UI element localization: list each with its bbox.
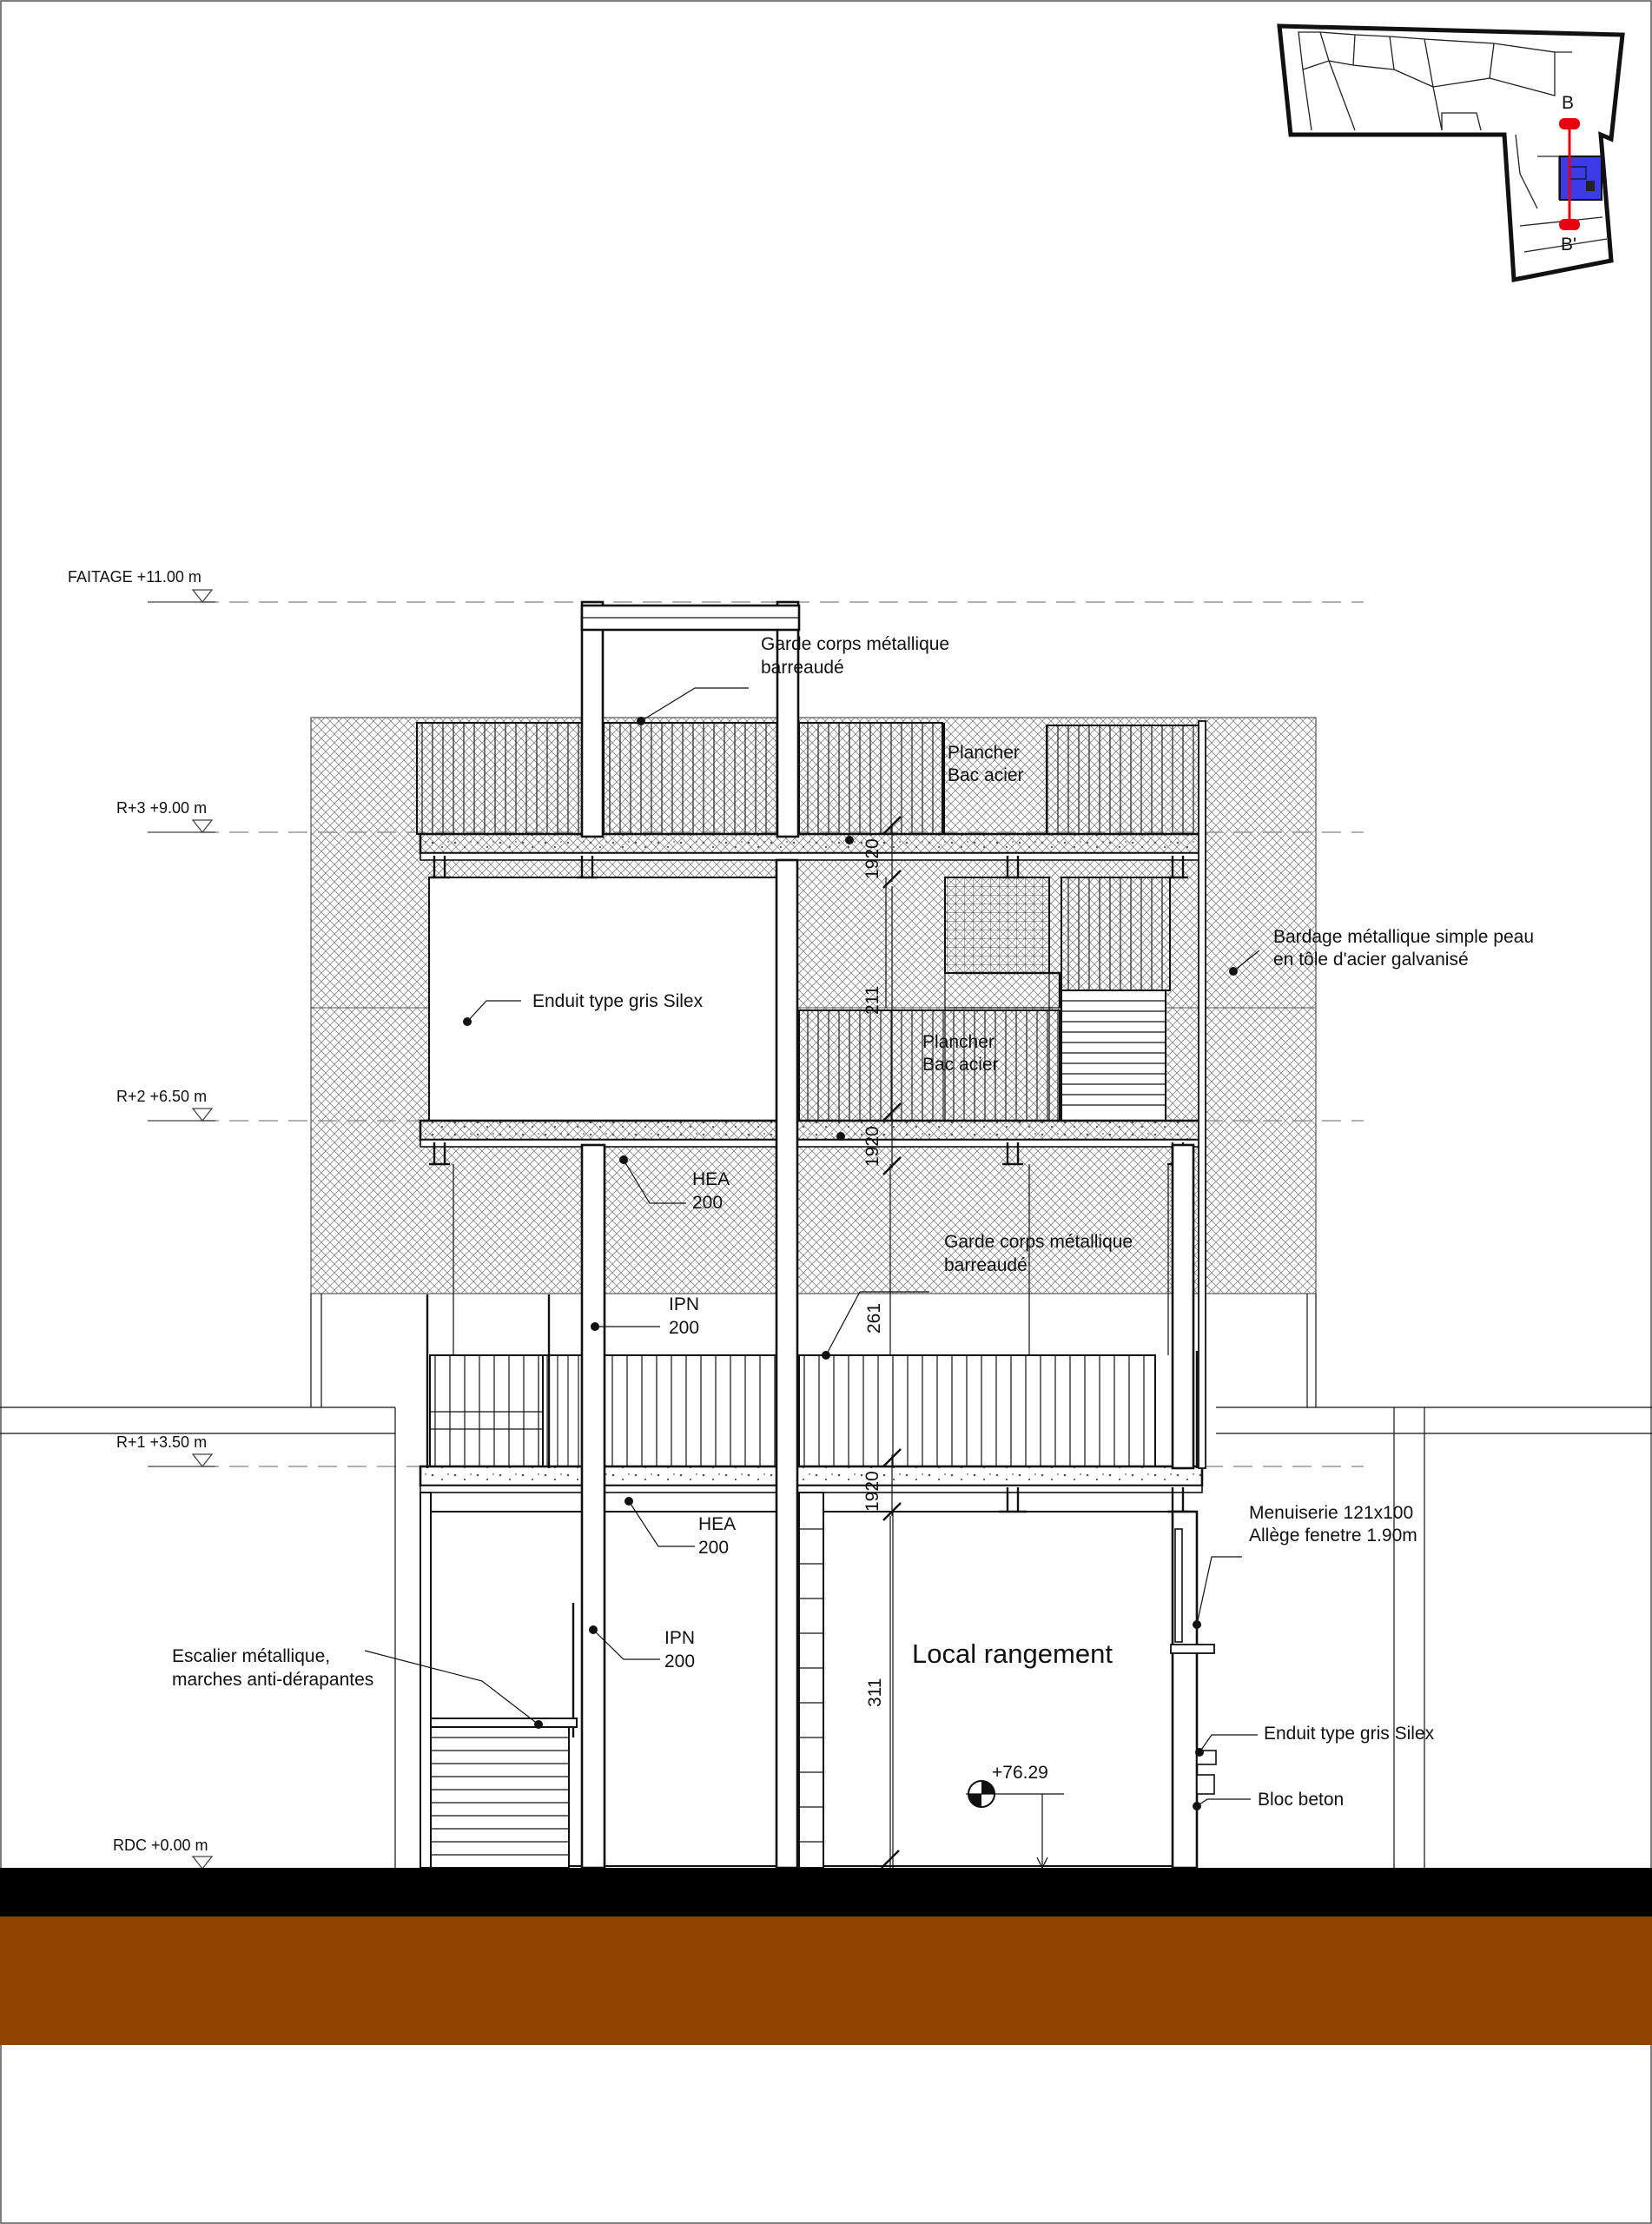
- label-ipn-lower-l2: 200: [664, 1651, 696, 1671]
- label-escalier-l1: Escalier métallique,: [172, 1646, 331, 1666]
- label-plancher-r2-l2: Bac acier: [922, 1055, 999, 1075]
- dim-r1-1920: 1920: [862, 1471, 882, 1512]
- section-marker-bottom: [1559, 219, 1580, 230]
- dim-261: 261: [864, 1302, 884, 1334]
- label-hea-lower-l2: 200: [698, 1538, 730, 1558]
- label-garde-corps-top-l1: Garde corps métallique: [761, 634, 950, 654]
- label-garde-corps-top-l2: barreaudé: [761, 658, 844, 678]
- level-label-rdc: RDC +0.00 m: [113, 1837, 208, 1854]
- label-menuiserie-l1: Menuiserie 121x100: [1249, 1503, 1414, 1523]
- key-plan: [1279, 26, 1622, 280]
- label-enduit-r2: Enduit type gris Silex: [532, 991, 704, 1011]
- level-label-faitage: FAITAGE +11.00 m: [68, 568, 202, 586]
- key-plan-room: [1560, 156, 1602, 200]
- label-garde-corps-mid-l2: barreaudé: [944, 1255, 1028, 1275]
- level-label-r2: R+2 +6.50 m: [116, 1088, 208, 1105]
- label-hea-upper-l1: HEA: [692, 1169, 730, 1189]
- label-plancher-r3-l1: Plancher: [948, 743, 1020, 763]
- label-ipn-upper-l1: IPN: [669, 1294, 700, 1314]
- dim-211: 211: [862, 985, 882, 1015]
- section-marker-top: [1559, 118, 1580, 129]
- label-bloc-beton: Bloc beton: [1258, 1790, 1345, 1810]
- dim-r2-1920: 1920: [862, 1126, 882, 1167]
- label-plancher-r3-l2: Bac acier: [948, 765, 1024, 785]
- earth-layer: [0, 1916, 1652, 2045]
- label-escalier-l2: marches anti-dérapantes: [172, 1670, 374, 1690]
- level-label-r1: R+1 +3.50 m: [116, 1433, 208, 1451]
- label-garde-corps-mid-l1: Garde corps métallique: [944, 1232, 1133, 1252]
- label-bardage-l2: en tôle d'acier galvanisé: [1273, 950, 1469, 970]
- level-label-r3: R+3 +9.00 m: [116, 799, 208, 817]
- label-menuiserie-l2: Allège fenetre 1.90m: [1249, 1526, 1417, 1546]
- label-hea-lower-l1: HEA: [698, 1514, 737, 1534]
- dim-r3-1920: 1920: [862, 838, 882, 879]
- ground-slab: [0, 1868, 1652, 1916]
- dim-311: 311: [865, 1678, 885, 1707]
- label-spot-level: +76.29: [992, 1763, 1048, 1783]
- section-marker-b-label: B: [1562, 93, 1575, 113]
- label-hea-upper-l2: 200: [692, 1193, 724, 1213]
- label-bardage-l1: Bardage métallique simple peau: [1273, 927, 1535, 947]
- section-marker-b-prime-label: B': [1561, 235, 1577, 255]
- label-ipn-lower-l1: IPN: [664, 1628, 696, 1648]
- label-ipn-upper-l2: 200: [669, 1318, 700, 1338]
- label-plancher-r2-l1: Plancher: [922, 1032, 995, 1052]
- room-label-local-rangement: Local rangement: [912, 1638, 1113, 1669]
- label-enduit-rdc: Enduit type gris Silex: [1264, 1724, 1435, 1744]
